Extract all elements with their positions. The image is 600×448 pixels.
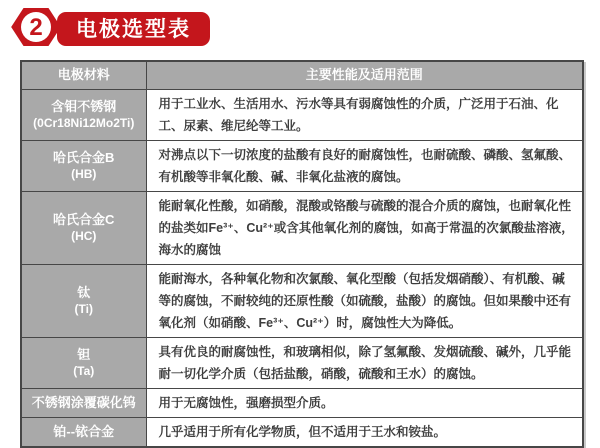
material-cell [21,264,146,337]
material-name: 含钼不锈钢 [51,98,117,114]
material-code: (HC) [71,229,97,244]
section-title-banner [57,12,210,46]
electrode-selection-table [20,60,584,448]
table-row [21,388,583,417]
description-cell: 能耐氧化性酸，如硝酸，混酸或铬酸与硫酸的混合介质的腐蚀，也耐氧化性的盐类如Fe³⁺、Cu²⁺或含其他氧化剂的腐蚀，如高于常温的次氯酸盐溶液，海水的腐蚀 [146,191,583,264]
table-row [21,417,583,447]
table-row [21,140,583,191]
badge-number-text: 2 [29,14,43,41]
description-cell: 用于无腐蚀性，强磨损型介质。 [146,388,583,417]
material-cell [21,140,146,191]
material-name: 不锈钢涂覆碳化钨 [31,394,136,410]
table-row [21,337,583,388]
table-row [21,264,583,337]
description-cell: 几乎适用于所有化学物质，但不适用于王水和铵盐。 [146,417,583,447]
table-row [21,89,583,140]
material-cell [21,417,146,447]
material-cell [21,388,146,417]
material-name: 钛 [77,284,91,300]
material-name: 钽 [77,346,91,362]
material-cell [21,191,146,264]
material-code: (Ta) [73,364,95,379]
section-number-badge-icon [8,4,64,50]
description-cell: 具有优良的耐腐蚀性，和玻璃相似，除了氢氟酸、发烟硫酸、碱外，几乎能耐一切化学介质（包括盐酸，硝酸，硫酸和王水）的腐蚀。 [146,337,583,388]
material-code: (Ti) [74,302,93,317]
material-cell [21,337,146,388]
material-name: 哈氏合金B [53,149,115,165]
description-cell: 对沸点以下一切浓度的盐酸有良好的耐腐蚀性，也耐硫酸、磷酸、氢氟酸、有机酸等非氧化酸、碱、非氧化盐液的腐蚀。 [146,140,583,191]
column-header-material: 电极材料 [21,61,146,89]
material-code: (0Cr18Ni12Mo2Ti) [33,116,135,131]
material-name: 铂--铱合金 [53,423,115,439]
section-title-text: 电极选型表 [76,17,191,41]
material-code: (HB) [71,167,97,182]
column-header-performance: 主要性能及适用范围 [146,61,583,89]
table-header-row [21,61,583,89]
material-name: 哈氏合金C [53,211,115,227]
table-row [21,191,583,264]
description-cell: 能耐海水，各种氧化物和次氯酸、氧化型酸（包括发烟硝酸）、有机酸、碱等的腐蚀，不耐较纯的还原性酸（如硫酸，盐酸）的腐蚀。但如果酸中还有氧化剂（如硝酸、Fe³⁺、Cu²⁺）时，腐蚀性大为降低。 [146,264,583,337]
description-cell: 用于工业水、生活用水、污水等具有弱腐蚀性的介质，广泛用于石油、化工、尿素、维尼纶等工业。 [146,89,583,140]
material-cell [21,89,146,140]
